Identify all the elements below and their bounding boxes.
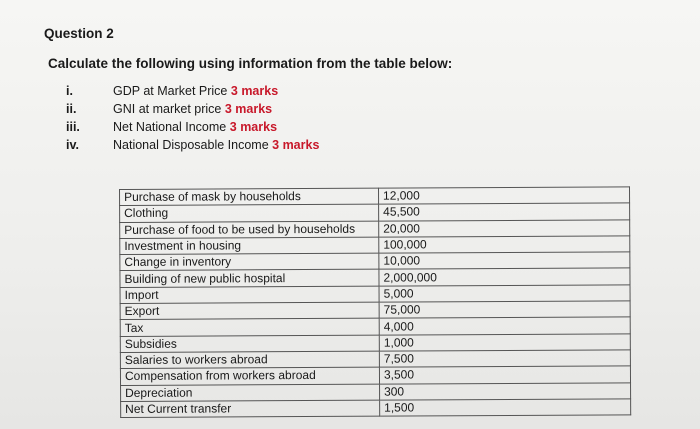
marks-label: marks [241,84,279,98]
part-text-line [113,138,319,152]
question-instruction: Calculate the following using information from the table below: [48,56,453,71]
marks-number: 3 [229,120,237,134]
value-cell: 2,000,000 [379,268,630,286]
item-cell: Subsidies [120,335,379,353]
part-text-line [113,120,277,134]
item-cell: Net Current transfer [121,400,380,418]
marks-label: marks [235,102,273,116]
value-cell: 1,500 [380,399,631,417]
value-cell: 5,000 [379,285,630,303]
item-cell: Depreciation [121,384,380,402]
value-cell: 7,500 [379,350,630,368]
item-cell: Purchase of food to be used by households [120,221,379,239]
national-accounts-table [119,186,631,418]
value-cell: 1,000 [379,333,630,351]
item-cell: Building of new public hospital [120,270,379,288]
marks-label: marks [282,138,320,152]
value-cell: 4,000 [379,317,630,335]
item-cell: Change in inventory [120,253,379,271]
part-text-line [113,102,272,116]
value-cell: 300 [380,382,631,400]
value-cell: 45,500 [379,203,630,221]
question-title: Question 2 [44,26,114,41]
item-cell: Import [120,286,379,304]
part-number: iv. [66,138,79,152]
item-cell: Purchase of mask by households [120,188,379,206]
value-cell: 3,500 [379,366,630,384]
marks-number: 3 [230,84,238,98]
part-text-line [113,84,278,98]
table-body [120,187,631,418]
part-text: National Disposable Income [113,138,269,152]
value-cell: 20,000 [379,219,630,237]
item-cell: Investment in housing [120,237,379,255]
value-cell: 75,000 [379,301,630,319]
value-cell: 10,000 [379,252,630,270]
item-cell: Salaries to workers abroad [120,351,379,369]
part-text: GDP at Market Price [113,84,228,98]
part-text: GNI at market price [113,102,222,116]
item-cell: Export [120,302,379,320]
item-cell: Tax [120,319,379,337]
item-cell: Compensation from workers abroad [120,367,379,385]
part-number: i. [66,84,73,98]
part-number: ii. [66,102,77,116]
marks-number: 3 [224,102,232,116]
marks-number: 3 [272,138,280,152]
value-cell: 12,000 [378,187,629,205]
part-number: iii. [66,120,80,134]
part-text: Net National Income [113,120,227,134]
table-row [121,399,631,418]
marks-label: marks [240,120,278,134]
value-cell: 100,000 [379,236,630,254]
item-cell: Clothing [120,204,379,222]
